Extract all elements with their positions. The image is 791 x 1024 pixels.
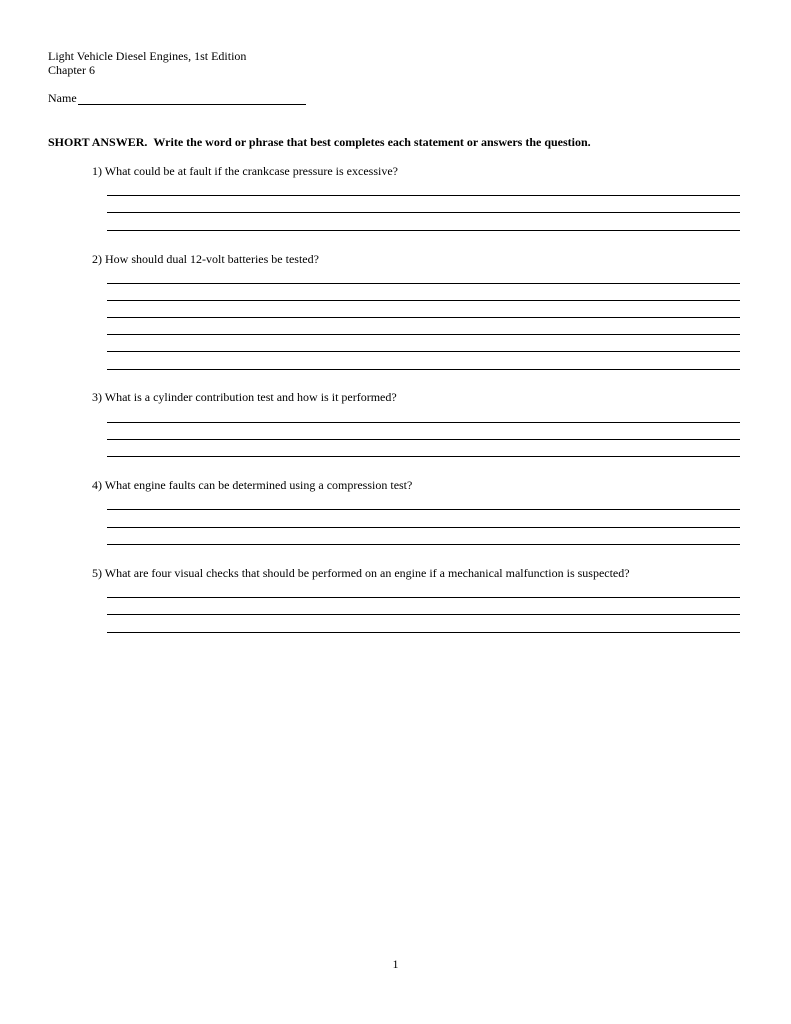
question-5: 5) What are four visual checks that should be performed on an engine if a mechanical malfunction is suspected?	[92, 566, 630, 580]
answer-line[interactable]	[107, 456, 740, 457]
answer-line[interactable]	[107, 212, 740, 213]
name-field-row	[48, 91, 306, 105]
answer-line[interactable]	[107, 317, 740, 318]
question-4: 4) What engine faults can be determined using a compression test?	[92, 478, 413, 492]
answer-line[interactable]	[107, 597, 740, 598]
chapter-label: Chapter 6	[48, 63, 95, 77]
document-header	[48, 49, 246, 77]
answer-line[interactable]	[107, 230, 740, 231]
answer-line[interactable]	[107, 195, 740, 196]
answer-line[interactable]	[107, 509, 740, 510]
question-2: 2) How should dual 12-volt batteries be tested?	[92, 252, 319, 266]
page-number: 1	[392, 957, 399, 971]
question-3: 3) What is a cylinder contribution test and how is it performed?	[92, 390, 397, 404]
name-label: Name	[48, 91, 77, 105]
answer-line[interactable]	[107, 632, 740, 633]
answer-line[interactable]	[107, 544, 740, 545]
answer-line[interactable]	[107, 527, 740, 528]
section-instructions	[48, 135, 591, 149]
answer-line[interactable]	[107, 351, 740, 352]
question-1: 1) What could be at fault if the crankcase pressure is excessive?	[92, 164, 398, 178]
answer-line[interactable]	[107, 300, 740, 301]
answer-line[interactable]	[107, 614, 740, 615]
answer-line[interactable]	[107, 334, 740, 335]
section-heading: SHORT ANSWER.	[48, 135, 148, 149]
name-blank-line[interactable]	[78, 92, 306, 105]
answer-line[interactable]	[107, 283, 740, 284]
answer-line[interactable]	[107, 369, 740, 370]
answer-line[interactable]	[107, 439, 740, 440]
instructions-text: Write the word or phrase that best completes each statement or answers the question.	[153, 135, 591, 149]
book-title: Light Vehicle Diesel Engines, 1st Edition	[48, 49, 247, 63]
answer-line[interactable]	[107, 422, 740, 423]
